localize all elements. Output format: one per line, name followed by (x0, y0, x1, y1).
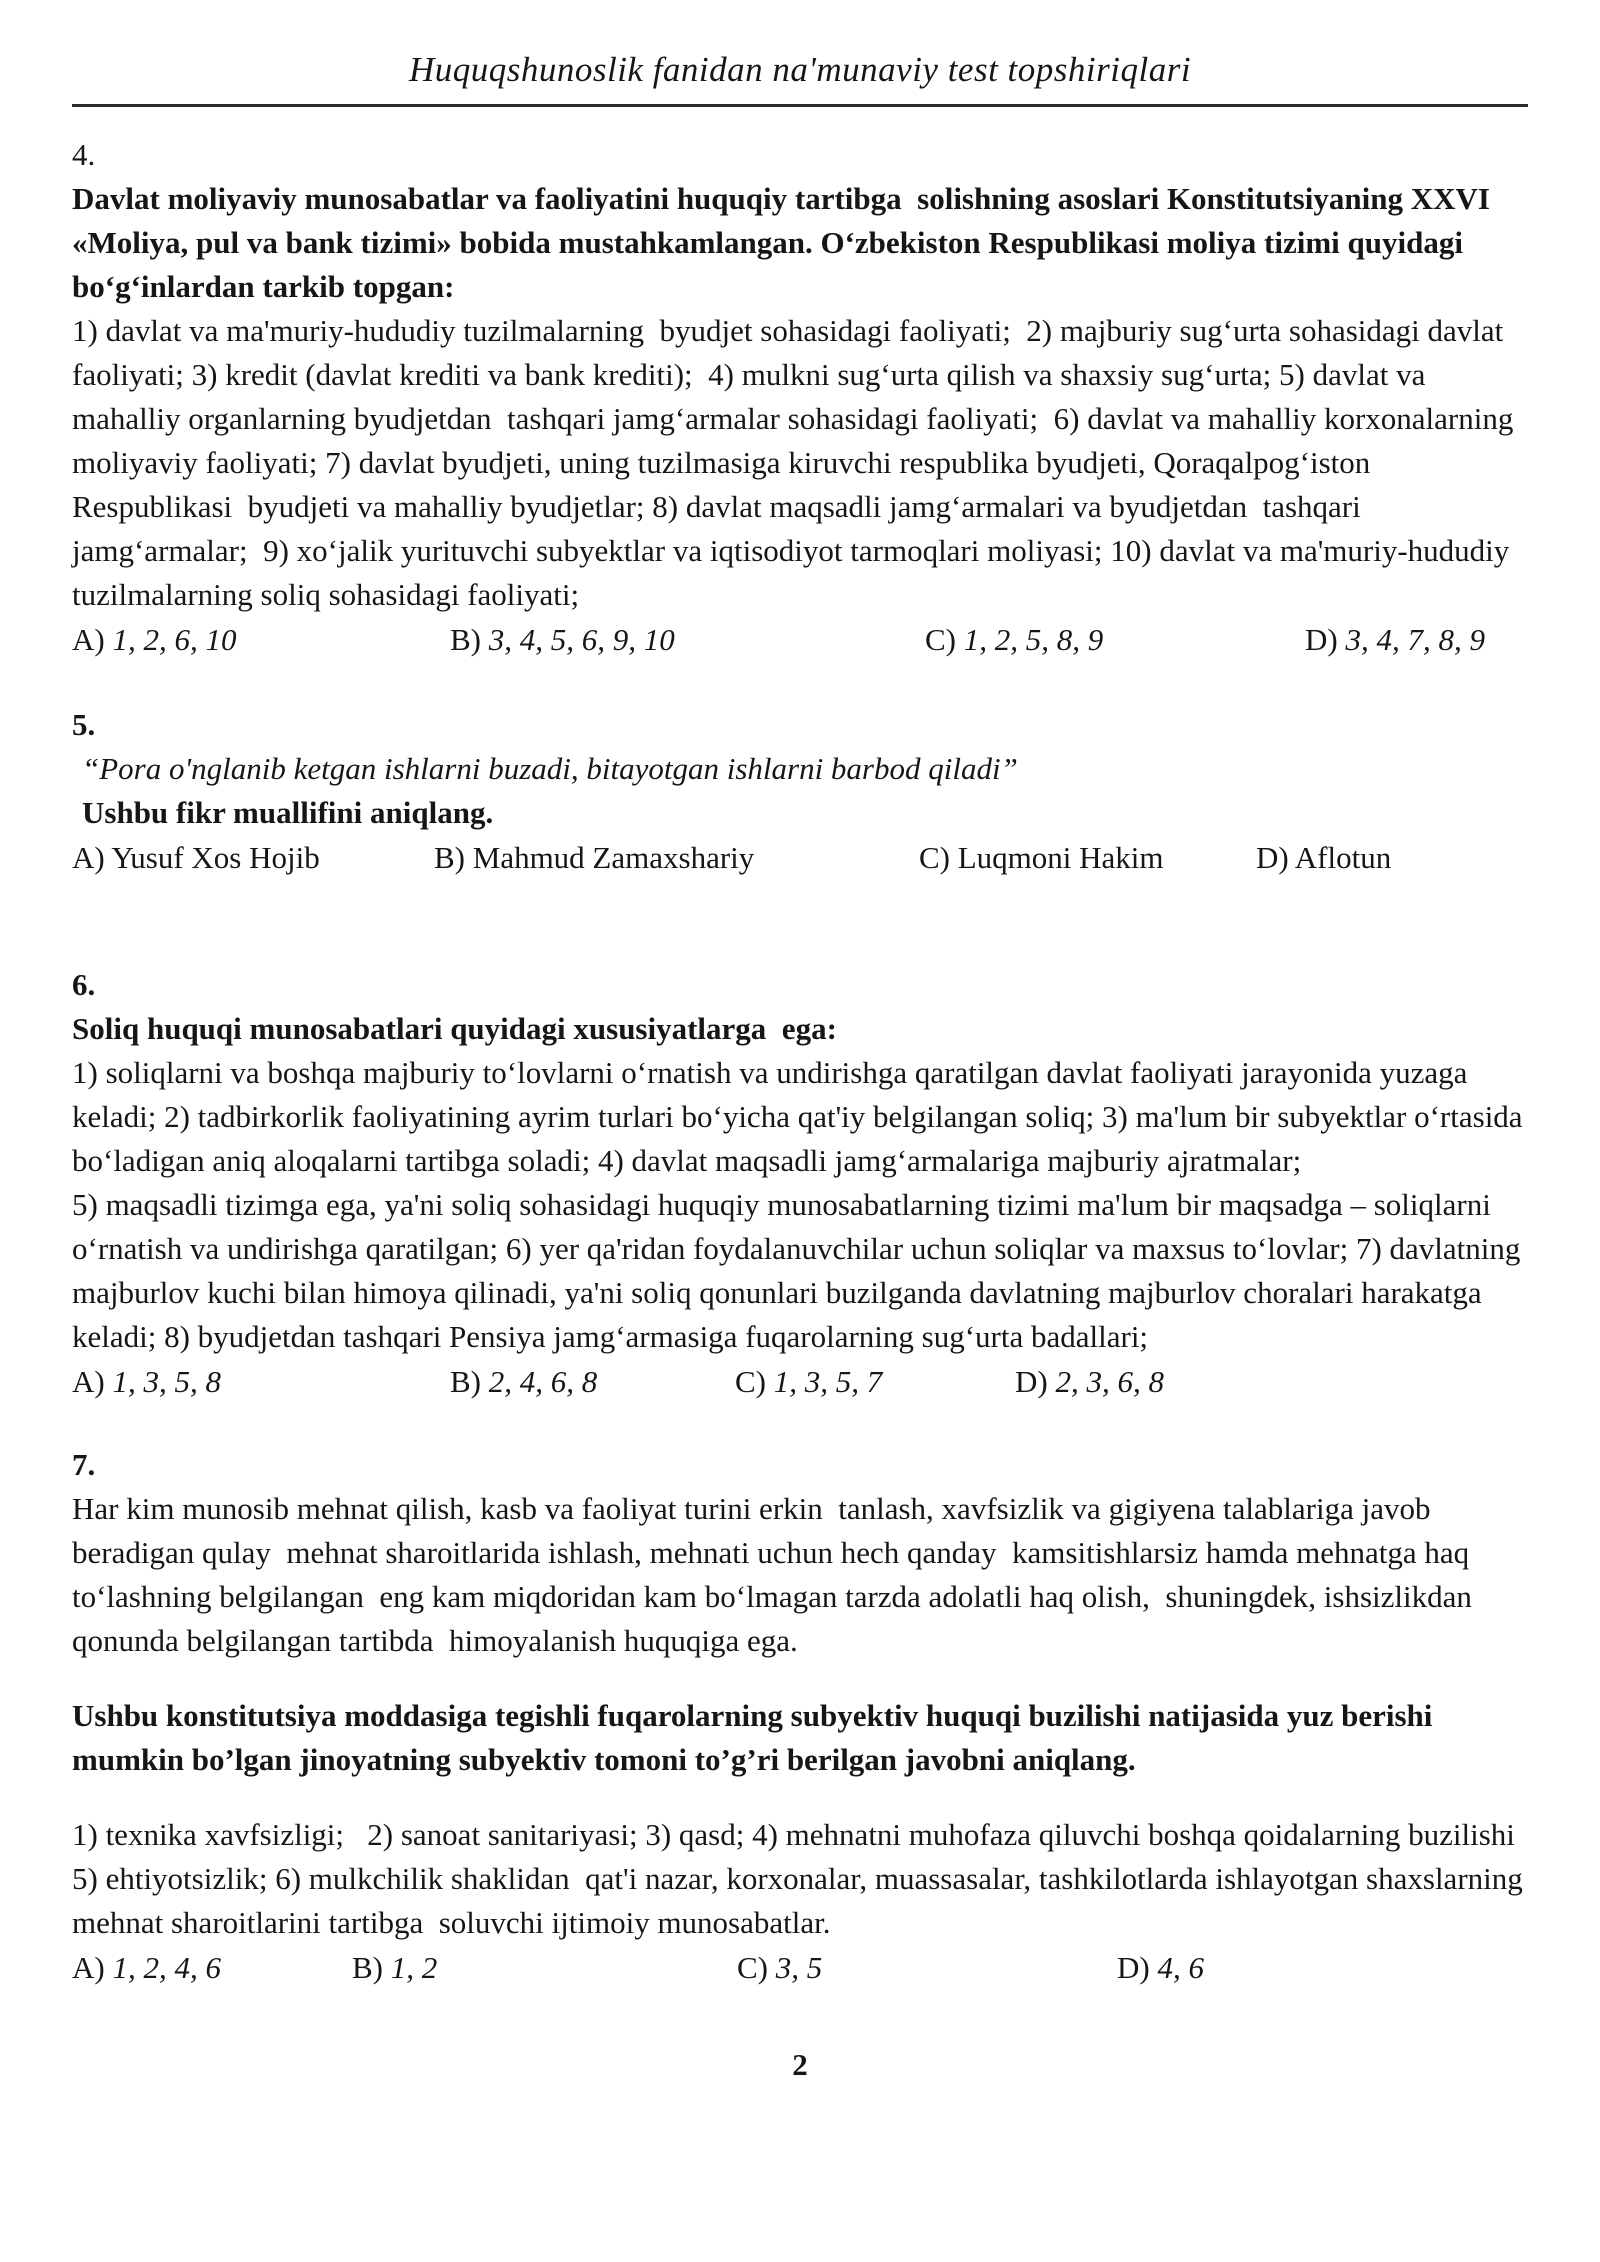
page-header (72, 0, 1528, 90)
option-b-label: B) (434, 840, 465, 875)
option-a-label: A) (72, 1950, 105, 1985)
option-d-text: 3, 4, 7, 8, 9 (1345, 622, 1485, 657)
option-d-text: 2, 3, 6, 8 (1055, 1364, 1164, 1399)
option-d-label: D) (1117, 1950, 1150, 1985)
option-d-label: D) (1015, 1364, 1048, 1399)
option-b (434, 835, 919, 881)
option-d-label: D) (1305, 622, 1338, 657)
question-4-intro: Davlat moliyaviy munosabatlar va faoliyatini huquqiy tartibga solishning asoslari Konstitutsiyaning XXVI «Moliya, pul va bank tizimi» bobida mustahkamlangan. Oʻzbekiston Respublikasi moliya tizimi quyidagi boʻgʻinlardan tarkib topgan: (72, 181, 1498, 304)
question-5 (72, 703, 1528, 881)
question-6-options (72, 1359, 1528, 1405)
option-c (737, 1945, 1117, 1991)
option-b (450, 617, 925, 663)
question-7-prompt: Ushbu konstitutsiya moddasiga tegishli fuqarolarning subyektiv huquqi buzilishi natijasida yuz berishi mumkin bo’lgan jinoyatning subyektiv tomoni to’g’ri berilgan javobni aniqlang. (72, 1698, 1441, 1777)
option-a (72, 1945, 352, 1991)
question-6 (72, 963, 1531, 1405)
option-b-text: 2, 4, 6, 8 (488, 1364, 598, 1399)
option-c-text: Luqmoni Hakim (957, 840, 1164, 875)
option-d-text: 4, 6 (1157, 1950, 1204, 1985)
page-number: 2 (792, 2047, 808, 2082)
option-a-text: 1, 3, 5, 8 (112, 1364, 221, 1399)
header-title: Huquqshunoslik fanidan na'munaviy test topshiriqlari (408, 50, 1192, 89)
option-c-label: C) (919, 840, 950, 875)
question-4-options (72, 617, 1528, 663)
option-a-label: A) (72, 840, 105, 875)
option-a-text: 1, 2, 4, 6 (112, 1950, 221, 1985)
header-divider (72, 104, 1528, 107)
question-5-number: 5. (72, 707, 96, 742)
question-6-number: 6. (72, 967, 96, 1002)
option-c-label: C) (925, 622, 956, 657)
question-5-prompt: Ushbu fikr muallifini aniqlang. (82, 795, 494, 830)
option-b-label: B) (450, 622, 481, 657)
option-d (1117, 1945, 1204, 1991)
option-b-label: B) (450, 1364, 481, 1399)
question-7 (72, 1443, 1531, 1991)
option-c-text: 1, 3, 5, 7 (773, 1364, 883, 1399)
option-b (450, 1359, 735, 1405)
question-5-options (72, 835, 1528, 881)
question-4-number: 4. (72, 137, 96, 172)
option-a-text: 1, 2, 6, 10 (112, 622, 237, 657)
question-7-body: Har kim munosib mehnat qilish, kasb va faoliyat turini erkin tanlash, xavfsizlik va gigiyena talablariga javob beradigan qulay mehnat sharoitlarida ishlash, mehnati uchun hech qanday kamsitishlarsiz hamda mehnatga haq toʻlashning belgilangan eng kam miqdoridan kam boʻlmagan tarzda adolatli haq olish, shuningdek, ishsizlikdan qonunda belgilangan tartibda himoyalanish huquqiga ega. (72, 1491, 1480, 1658)
option-b-label: B) (352, 1950, 383, 1985)
option-b-text: Mahmud Zamaxshariy (472, 840, 755, 875)
option-a (72, 617, 450, 663)
option-b (352, 1945, 737, 1991)
option-a (72, 835, 434, 881)
option-a-label: A) (72, 1364, 105, 1399)
option-c-label: C) (737, 1950, 768, 1985)
question-6-body-2: 5) maqsadli tizimga ega, ya'ni soliq sohasidagi huquqiy munosabatlarning tizimi ma'lum bir maqsadga – soliqlarni oʻrnatish va undirishga qaratilgan; 6) yer qa'ridan foydalanuvchilar uchun soliqlar va maxsus toʻlovlar; 7) davlatning majburlov kuchi bilan himoya qilinadi, ya'ni soliq qonunlari buzilganda davlatning majburlov choralari harakatga keladi; 8) byudjetdan tashqari Pensiya jamgʻarmasiga fuqarolarning sugʻurta badallari; (72, 1187, 1529, 1354)
option-d (1305, 617, 1485, 663)
option-d-text: Aflotun (1294, 840, 1392, 875)
question-7-number: 7. (72, 1447, 96, 1482)
question-6-body-1: 1) soliqlarni va boshqa majburiy toʻlovlarni oʻrnatish va undirishga qaratilgan davlat faoliyati jarayonida yuzaga keladi; 2) tadbirkorlik faoliyatining ayrim turlari boʻyicha qat'iy belgilangan soliq; 3) ma'lum bir subyektlar oʻrtasida boʻladigan aniq aloqalarni tartibga soladi; 4) davlat maqsadli jamgʻarmalariga majburiy ajratmalar; (72, 1055, 1531, 1178)
option-b-text: 3, 4, 5, 6, 9, 10 (488, 622, 675, 657)
option-c (925, 617, 1305, 663)
question-7-body-2: 1) texnika xavfsizligi; 2) sanoat sanitariyasi; 3) qasd; 4) mehnatni muhofaza qiluvchi boshqa qoidalarning buzilishi 5) ehtiyotsizlik; 6) mulkchilik shaklidan qat'i nazar, korxonalar, muassasalar, tashkilotlarda ishlayotgan shaxslarning mehnat sharoitlarini tartibga soluvchi ijtimoiy munosabatlar. (72, 1817, 1531, 1940)
option-c-text: 1, 2, 5, 8, 9 (963, 622, 1104, 657)
option-b-text: 1, 2 (390, 1950, 438, 1985)
question-4 (72, 133, 1528, 663)
option-a (72, 1359, 450, 1405)
page-content (72, 133, 1531, 1991)
option-a-text: Yusuf Xos Hojib (111, 840, 320, 875)
option-a-label: A) (72, 622, 105, 657)
option-d (1015, 1359, 1164, 1405)
question-4-body: 1) davlat va ma'muriy-hududiy tuzilmalarning byudjet sohasidagi faoliyati; 2) majburiy sugʻurta sohasidagi davlat faoliyati; 3) kredit (davlat krediti va bank krediti); 4) mulkni sugʻurta qilish va shaxsiy sugʻurta; 5) davlat va mahalliy organlarning byudjetdan tashqari jamgʻarmalar sohasidagi faoliyati; 6) davlat va mahalliy korxonalarning moliyaviy faoliyati; 7) davlat byudjeti, uning tuzilmasiga kiruvchi respublika byudjeti, Qoraqalpogʻiston Respublikasi byudjeti va mahalliy byudjetlar; 8) davlat maqsadli jamgʻarmalari va byudjetdan tashqari jamgʻarmalar; 9) xoʻjalik yurituvchi subyektlar va iqtisodiyot tarmoqlari moliyasi; 10) davlat va ma'muriy-hududiy tuzilmalarning soliq sohasidagi faoliyati; (72, 313, 1522, 612)
option-d (1256, 835, 1391, 881)
question-5-quote: “Pora o'nglanib ketgan ishlarni buzadi, bitayotgan ishlarni barbod qiladi” (82, 751, 1018, 786)
option-c (919, 835, 1256, 881)
option-c (735, 1359, 1015, 1405)
question-6-intro: Soliq huquqi munosabatlari quyidagi xususiyatlarga ega: (72, 1011, 837, 1046)
option-d-label: D) (1256, 840, 1289, 875)
option-c-text: 3, 5 (775, 1950, 823, 1985)
option-c-label: C) (735, 1364, 766, 1399)
question-7-options (72, 1945, 1528, 1991)
